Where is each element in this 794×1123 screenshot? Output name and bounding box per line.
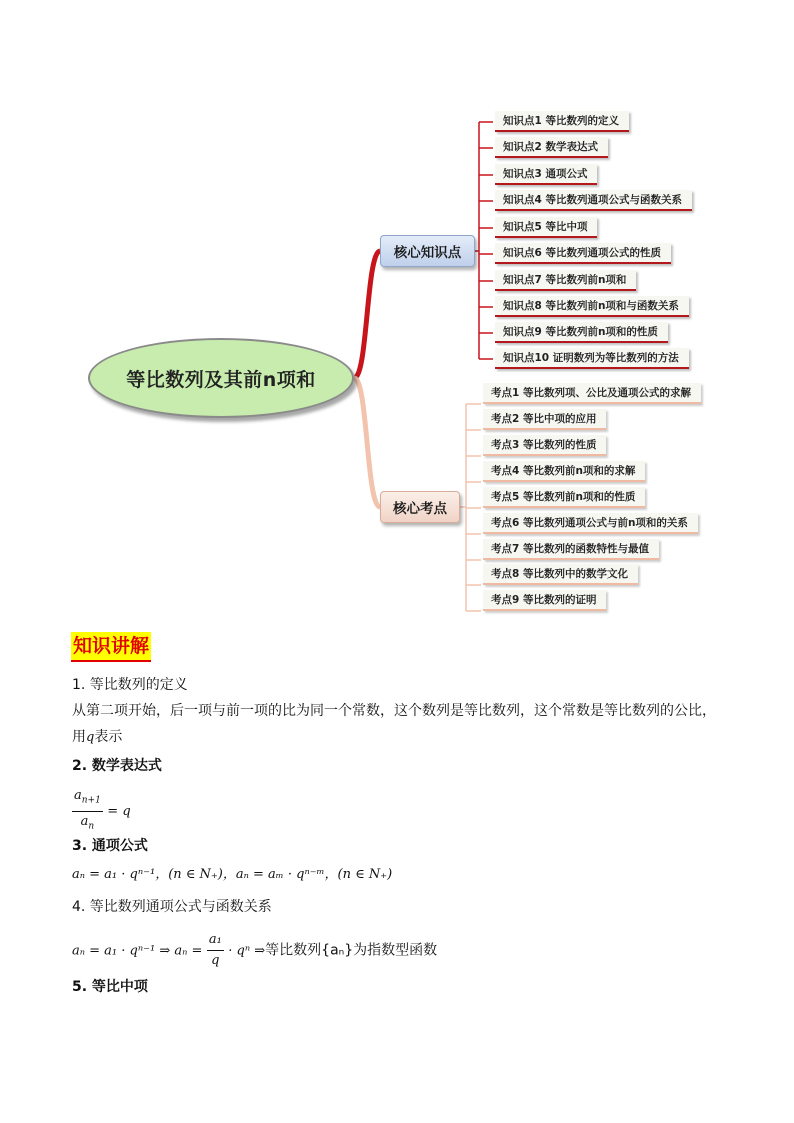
branch-core-exam-points: 核心考点 bbox=[380, 491, 460, 523]
knowledge-item: 知识点1 等比数列的定义 bbox=[495, 111, 629, 132]
connector-branch-2 bbox=[354, 378, 380, 507]
root-label: 等比数列及其前n项和 bbox=[126, 368, 316, 391]
s4-right: · qⁿ ⇒ bbox=[228, 943, 266, 959]
s4-left: aₙ = a₁ · qⁿ⁻¹ ⇒ aₙ = bbox=[72, 943, 203, 959]
s2-formula bbox=[72, 786, 131, 836]
ratio-rhs: = q bbox=[107, 804, 131, 820]
frac-num-sub: n+1 bbox=[81, 795, 101, 806]
knowledge-item: 知识点9 等比数列前n项和的性质 bbox=[495, 322, 668, 343]
s4-formula bbox=[72, 930, 437, 971]
s3-formula: aₙ = a₁ · qⁿ⁻¹，(n ∈ N₊)，aₙ = aₘ · qⁿ⁻ᵐ，(n ∈ N₊) bbox=[72, 867, 393, 882]
s4-fraction bbox=[207, 930, 224, 971]
s5-title: 5. 等比中项 bbox=[72, 979, 148, 995]
s1-title: 1. 等比数列的定义 bbox=[72, 677, 188, 693]
s1-line2-post: 表示 bbox=[94, 729, 123, 745]
knowledge-item: 知识点6 等比数列通项公式的性质 bbox=[495, 243, 671, 264]
connector-branch-1 bbox=[354, 251, 380, 378]
mindmap-root bbox=[88, 338, 354, 418]
frac-den-sub: n bbox=[88, 821, 95, 832]
knowledge-item: 知识点7 等比数列前n项和 bbox=[495, 270, 636, 291]
knowledge-item: 知识点8 等比数列前n项和与函数关系 bbox=[495, 296, 689, 317]
s1-line2 bbox=[72, 727, 122, 748]
s1-line2-pre: 用 bbox=[72, 729, 86, 745]
s4-text: 等比数列{aₙ}为指数型函数 bbox=[265, 942, 438, 959]
s4-frac-den: q bbox=[211, 953, 220, 968]
exam-point-item: 考点3 等比数列的性质 bbox=[483, 435, 606, 456]
s4-frac-num: a₁ bbox=[207, 930, 224, 951]
s2-title: 2. 数学表达式 bbox=[72, 758, 162, 774]
s3-title: 3. 通项公式 bbox=[72, 838, 148, 854]
s4-title: 4. 等比数列通项公式与函数关系 bbox=[72, 899, 272, 915]
knowledge-item: 知识点4 等比数列通项公式与函数关系 bbox=[495, 190, 692, 211]
q-variable: q bbox=[86, 730, 95, 745]
exam-point-item: 考点4 等比数列前n项和的求解 bbox=[483, 461, 645, 482]
branch-core-knowledge: 核心知识点 bbox=[380, 235, 475, 267]
section-heading: 知识讲解 bbox=[71, 632, 151, 662]
exam-point-item: 考点6 等比数列通项公式与前n项和的关系 bbox=[483, 513, 698, 534]
knowledge-item: 知识点10 证明数列为等比数列的方法 bbox=[495, 348, 689, 369]
ratio-fraction bbox=[72, 786, 103, 836]
knowledge-item: 知识点2 数学表达式 bbox=[495, 137, 608, 158]
frac-num: a bbox=[74, 788, 82, 803]
exam-point-item: 考点8 等比数列中的数学文化 bbox=[483, 564, 638, 585]
frac-den: a bbox=[80, 813, 89, 829]
s1-line1: 从第二项开始，后一项与前一项的比为同一个常数，这个数列是等比数列，这个常数是等比数列的公比， bbox=[72, 703, 716, 719]
exam-point-item: 考点5 等比数列前n项和的性质 bbox=[483, 487, 645, 508]
exam-point-item: 考点7 等比数列的函数特性与最值 bbox=[483, 539, 659, 560]
knowledge-item: 知识点5 等比中项 bbox=[495, 217, 597, 238]
knowledge-item: 知识点3 通项公式 bbox=[495, 164, 597, 185]
exam-point-item: 考点2 等比中项的应用 bbox=[483, 409, 606, 430]
exam-point-item: 考点1 等比数列项、公比及通项公式的求解 bbox=[483, 383, 701, 404]
exam-point-item: 考点9 等比数列的证明 bbox=[483, 590, 606, 611]
